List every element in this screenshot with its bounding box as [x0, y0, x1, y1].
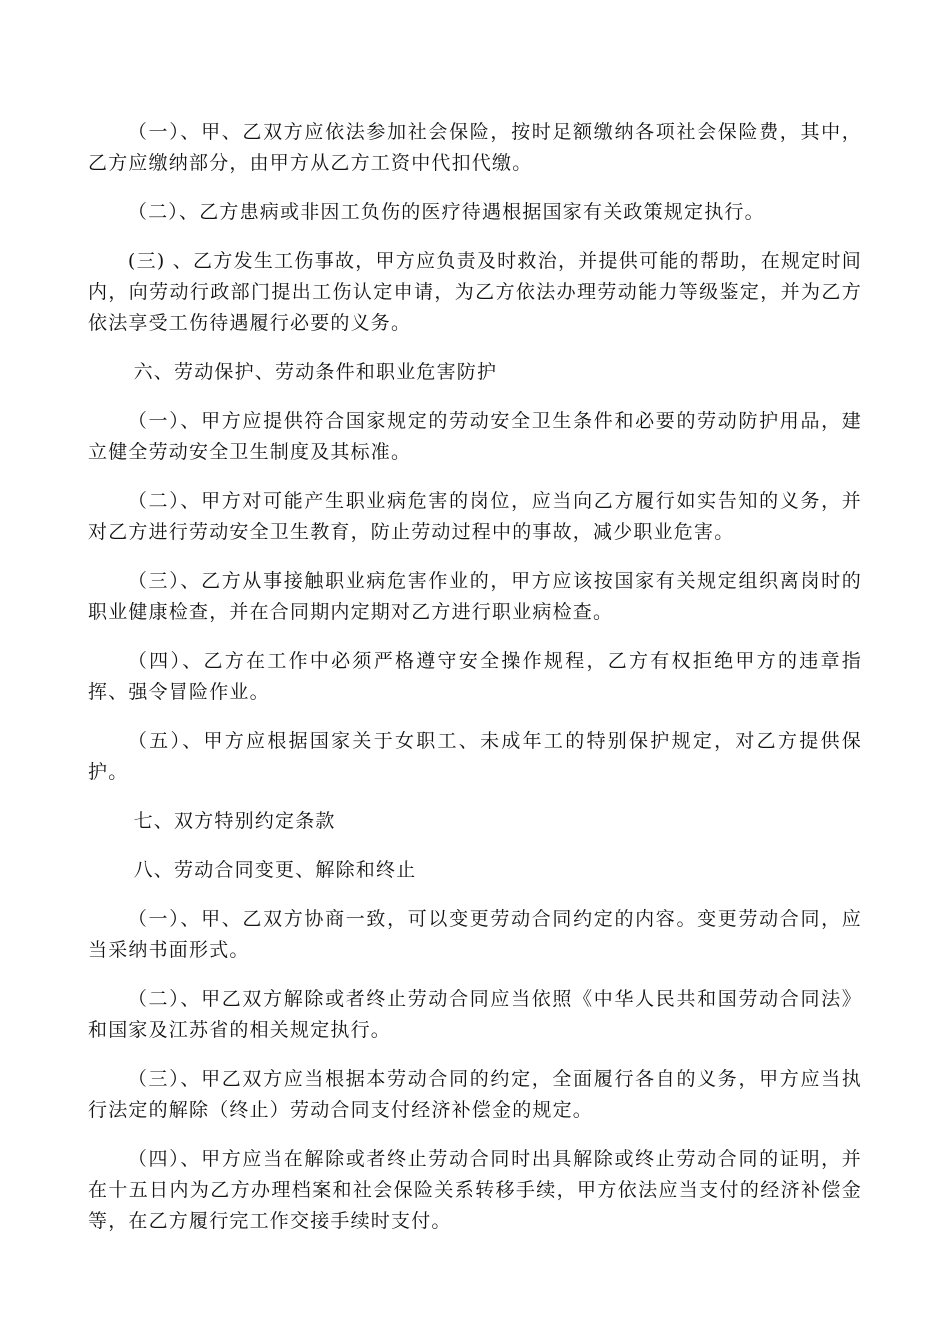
section-heading-special-terms: 七、双方特别约定条款	[133, 810, 336, 832]
section-heading-contract-change: 八、劳动合同变更、解除和终止	[133, 859, 417, 881]
paragraph-work-injury: (三) 、乙方发生工伤事故，甲方应负责及时救治，并提供可能的帮助，在规定时间内，向劳动行政部门提出工伤认定申请，为乙方依法办理劳动能力等级鉴定，并为乙方依法享受工伤待遇履行必要的义务。	[88, 250, 862, 334]
paragraph-social-insurance: （一）、甲、乙双方应依法参加社会保险，按时足额缴纳各项社会保险费，其中，乙方应缴纳部分，由甲方从乙方工资中代扣代缴。	[88, 121, 862, 174]
paragraph-termination-certificate: （四）、甲方应当在解除或者终止劳动合同时出具解除或终止劳动合同的证明，并在十五日内为乙方办理档案和社会保险关系转移手续，甲方依法应当支付的经济补偿金等，在乙方履行完工作交接手续时支付。	[88, 1148, 862, 1232]
paragraph-medical-treatment: （二）、乙方患病或非因工负伤的医疗待遇根据国家有关政策规定执行。	[127, 201, 765, 223]
paragraph-safety-rules: （四）、乙方在工作中必须严格遵守安全操作规程，乙方有权拒绝甲方的违章指挥、强令冒险作业。	[88, 650, 862, 703]
paragraph-occupational-hazard-notice: （二）、甲方对可能产生职业病危害的岗位，应当向乙方履行如实告知的义务，并对乙方进行劳动安全卫生教育，防止劳动过程中的事故，减少职业危害。	[88, 490, 862, 543]
paragraph-health-check: （三）、乙方从事接触职业病危害作业的，甲方应该按国家有关规定组织离岗时的职业健康检查，并在合同期内定期对乙方进行职业病检查。	[88, 570, 862, 623]
paragraph-contract-modification: （一）、甲、乙双方协商一致，可以变更劳动合同约定的内容。变更劳动合同，应当采纳书面形式。	[88, 908, 862, 961]
section-heading-labor-protection: 六、劳动保护、劳动条件和职业危害防护	[133, 361, 498, 383]
paragraph-termination-law: （二）、甲乙双方解除或者终止劳动合同应当依照《中华人民共和国劳动合同法》和国家及江苏省的相关规定执行。	[88, 988, 862, 1041]
paragraph-special-protection: （五）、甲方应根据国家关于女职工、未成年工的特别保护规定，对乙方提供保护。	[88, 730, 862, 783]
paragraph-compensation: （三）、甲乙双方应当根据本劳动合同的约定，全面履行各自的义务，甲方应当执行法定的解除（终止）劳动合同支付经济补偿金的规定。	[88, 1068, 862, 1121]
document-page	[88, 117, 862, 1237]
paragraph-safety-conditions: （一）、甲方应提供符合国家规定的劳动安全卫生条件和必要的劳动防护用品，建立健全劳动安全卫生制度及其标准。	[88, 410, 862, 463]
